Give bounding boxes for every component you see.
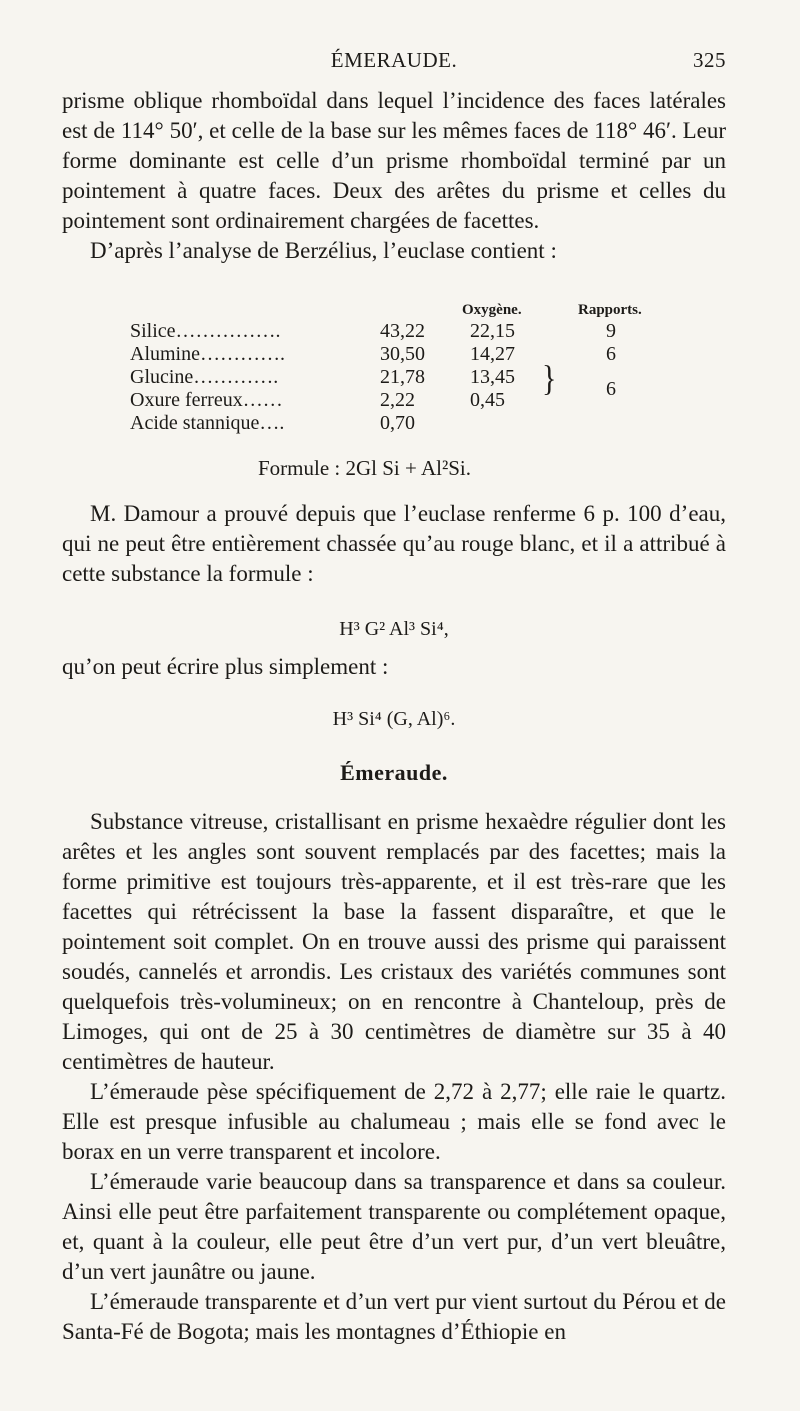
percent-value: 21,78: [380, 366, 425, 388]
text-block-2: [62, 499, 726, 589]
ratio-value: 6: [606, 378, 616, 400]
formula-simplified: H³ Si⁴ (G, Al)⁶.: [332, 708, 456, 730]
oxygen-value: 13,45: [470, 366, 515, 388]
ratio-value: 6: [606, 343, 616, 365]
table-row: [130, 320, 660, 343]
ratio-value: 9: [606, 320, 616, 342]
compound-name: Alumine………….: [130, 343, 285, 365]
percent-value: 30,50: [380, 343, 425, 365]
formula-euclase: Formule : 2Gl Si + Al²Si.: [258, 456, 472, 480]
paragraph: prisme oblique rhomboïdal dans lequel l’incidence des faces latérales est de 114° 50′, et celle de la base sur les mêmes faces de 118° 46′. Leur forme dominante est celle d’un prisme rhomboïdal terminé par un pointement à quatre faces. Deux des arêtes du prisme et celles du pointement sont ordinairement chargées de facettes.: [62, 88, 726, 233]
formula-damour: H³ G² Al³ Si⁴,: [339, 618, 449, 640]
text-block-1: [62, 86, 726, 266]
running-title: ÉMERAUDE.: [330, 48, 458, 72]
compound-name: Silice…………….: [130, 320, 281, 342]
text-block-4: [62, 807, 726, 1347]
brace-symbol: }: [542, 358, 557, 399]
table-row: [130, 343, 660, 366]
paragraph: M. Damour a prouvé depuis que l’euclase renferme 6 p. 100 d’eau, qui ne peut être entièrement chassée qu’au rouge blanc, et il a attribué à cette substance la formule :: [62, 501, 726, 586]
column-header-oxygen: Oxygène.: [462, 302, 522, 318]
percent-value: 43,22: [380, 320, 425, 342]
text-block-3: [62, 652, 726, 682]
compound-name: Acide stannique….: [130, 412, 285, 434]
oxygen-value: 0,45: [470, 389, 505, 411]
running-header: [62, 48, 726, 78]
paragraph: L’émeraude pèse spécifiquement de 2,72 à 2,77; elle raie le quartz. Elle est presque infusible au chalumeau ; mais elle se fond avec le borax en un verre transparent et incolore.: [62, 1079, 726, 1164]
section-title: Émeraude.: [340, 760, 448, 785]
table-row: [130, 366, 660, 389]
compound-name: Oxure ferreux……: [130, 389, 283, 411]
table-row: [130, 412, 660, 435]
oxygen-value: 22,15: [470, 320, 515, 342]
compound-name: Glucine………….: [130, 366, 279, 388]
paragraph: L’émeraude varie beaucoup dans sa transparence et dans sa couleur. Ainsi elle peut être parfaitement transparente ou complétement opaque, et, quant à la couleur, elle peut être d’un vert pur, d’un vert bleuâtre, d’un vert jaunâtre ou jaune.: [62, 1169, 726, 1284]
paragraph: qu’on peut écrire plus simplement :: [62, 654, 389, 679]
table-row: [130, 378, 660, 412]
paragraph: L’émeraude transparente et d’un vert pur vient surtout du Pérou et de Santa-Fé de Bogota; mais les montagnes d’Éthiopie en: [62, 1289, 726, 1344]
paragraph: D’après l’analyse de Berzélius, l’euclase contient :: [90, 238, 557, 263]
percent-value: 0,70: [380, 412, 415, 434]
percent-value: 2,22: [380, 389, 415, 411]
column-header-ratio: Rapports.: [578, 302, 642, 318]
page-number: 325: [693, 48, 726, 72]
paragraph: Substance vitreuse, cristallisant en prisme hexaèdre régulier dont les arêtes et les angles sont souvent remplacés par des facettes; mais la forme primitive est toujours très-apparente, et il est très-rare que les facettes qui rétrécissent la base la fassent disparaître, et que le pointement soit complet. On en trouve aussi des prisme qui paraissent soudés, cannelés et arrondis. Les cristaux des variétés communes sont quelquefois très-volumineux; on en rencontre à Chanteloup, près de Limoges, qui ont de 25 à 30 centimètres de diamètre sur 35 à 40 centimètres de hauteur.: [62, 809, 726, 1074]
oxygen-value: 14,27: [470, 343, 515, 365]
